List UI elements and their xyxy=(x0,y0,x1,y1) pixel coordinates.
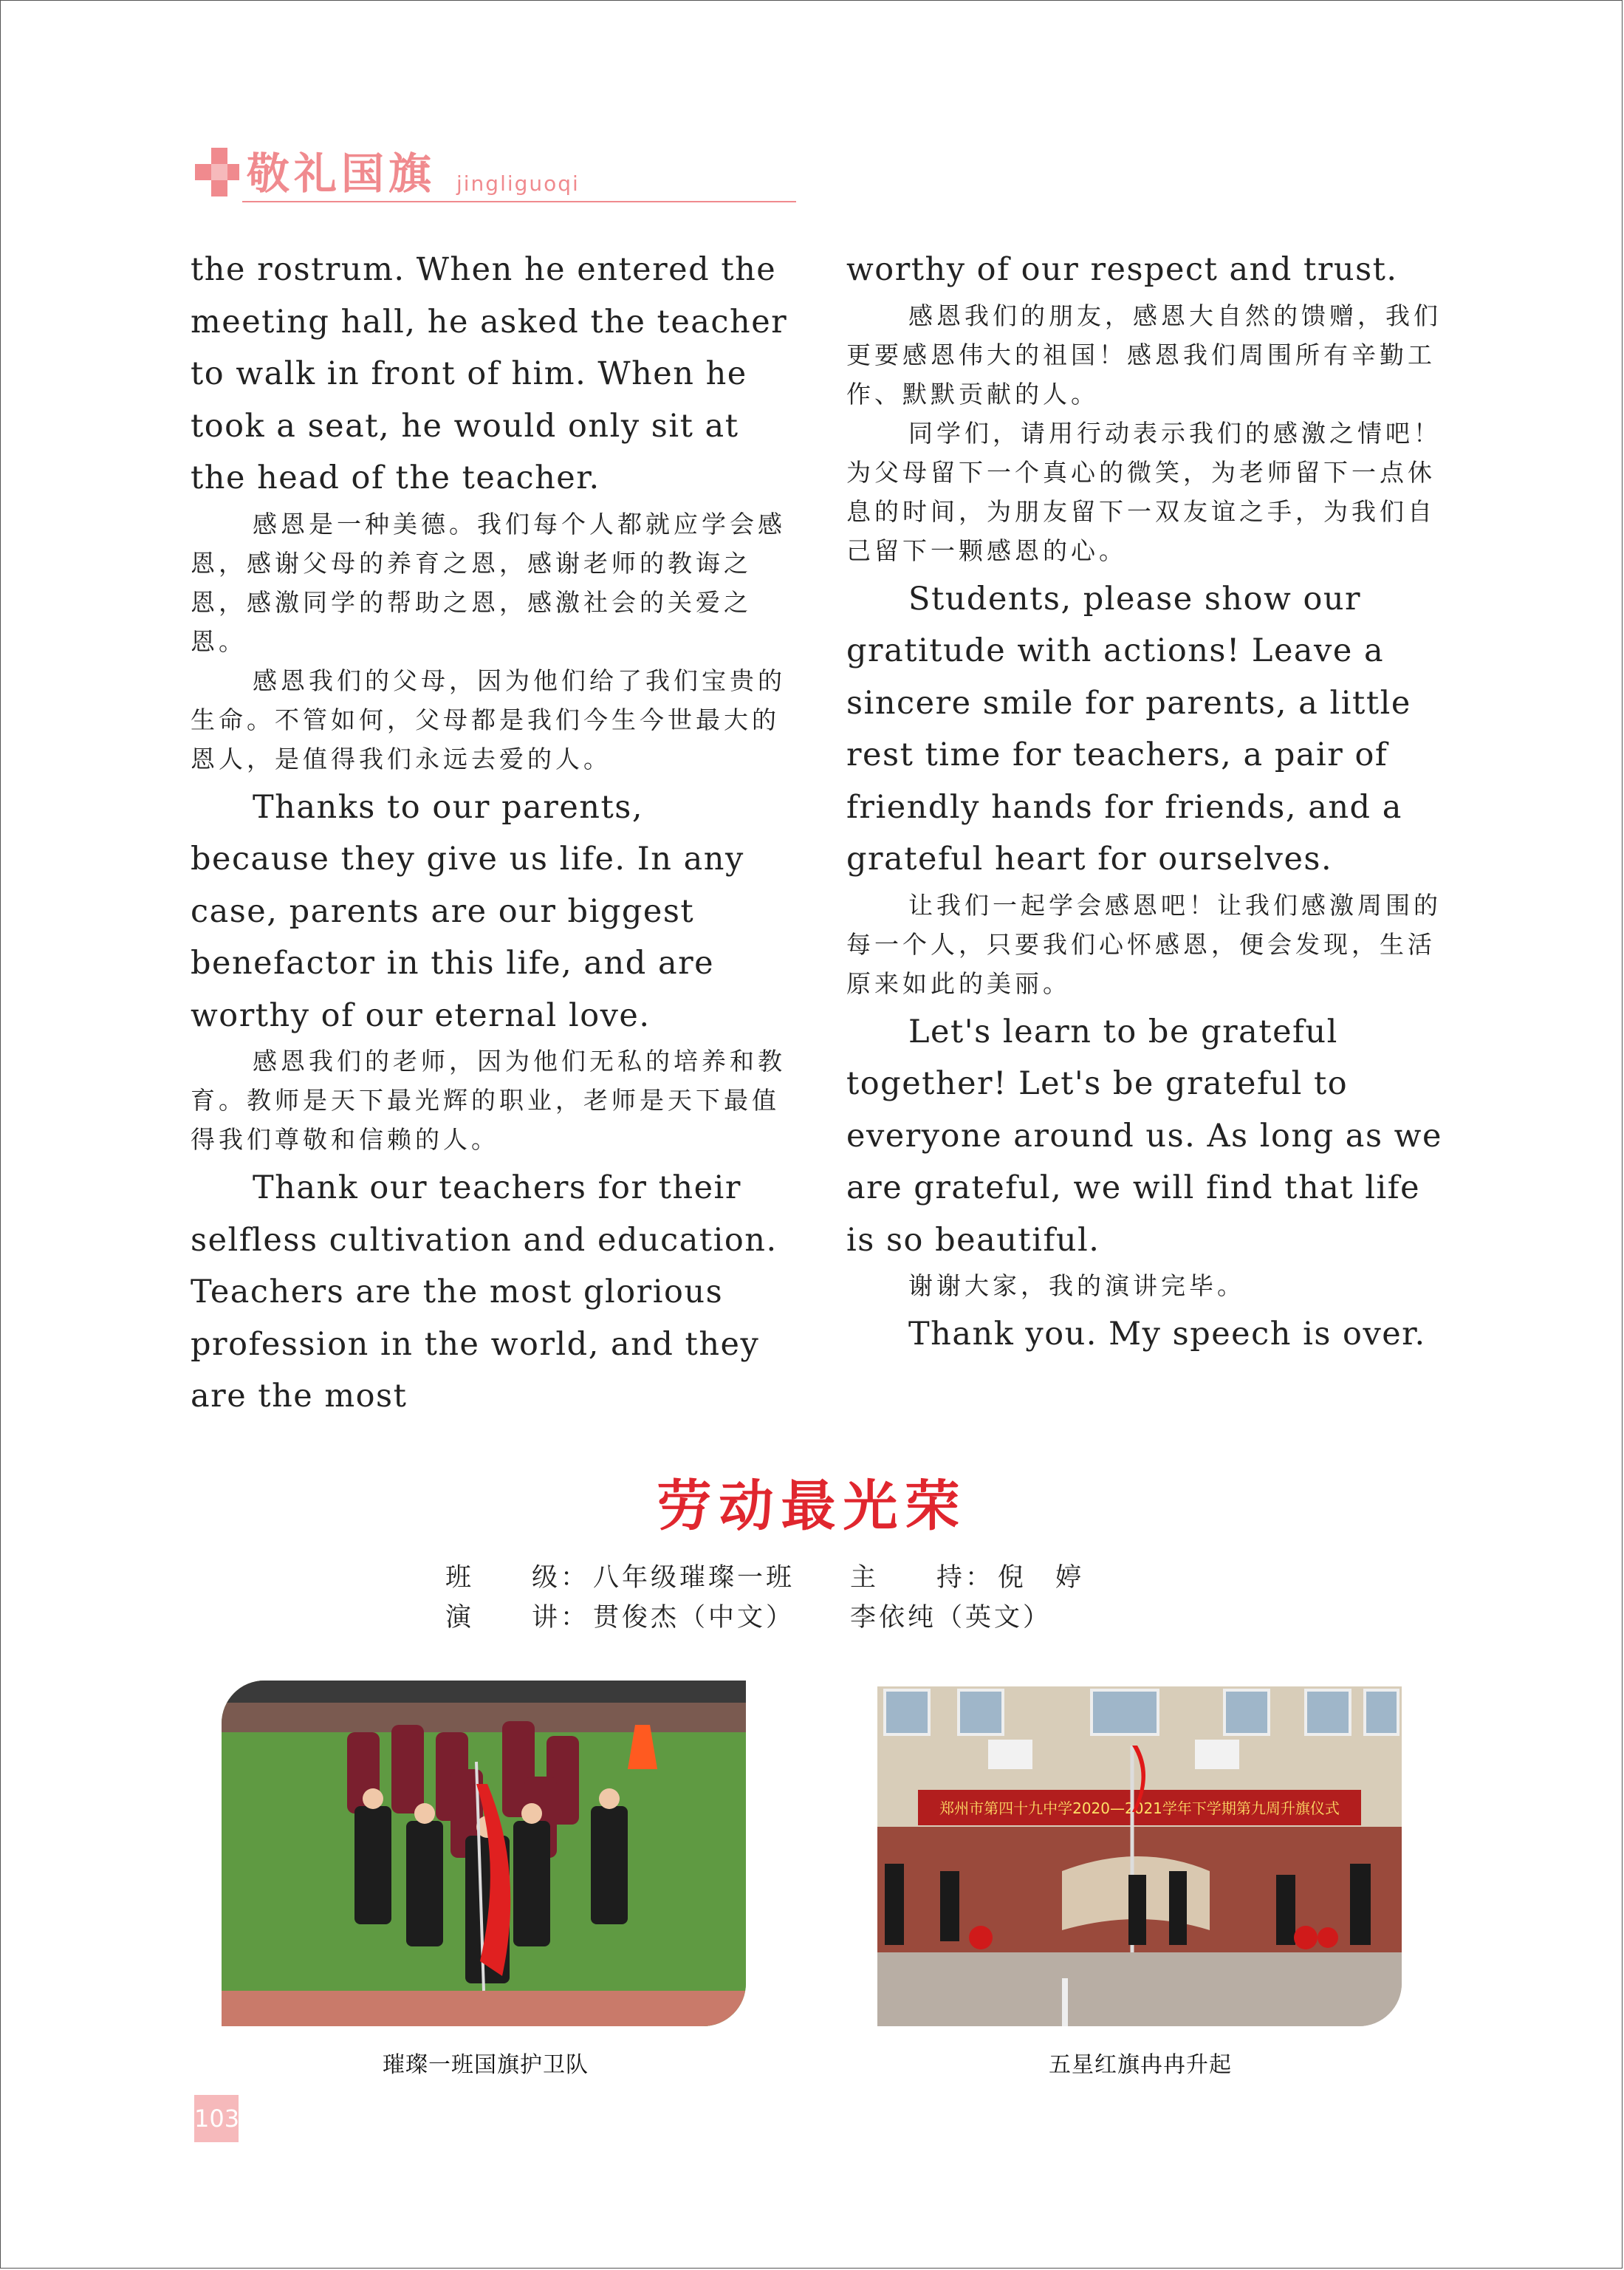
banner-text: 郑州市第四十九中学2020—2021学年下学期第九周升旗仪式 xyxy=(939,1799,1340,1817)
paragraph: Thank you. My speech is over. xyxy=(908,1316,1426,1353)
header-logo-icon xyxy=(195,148,239,199)
photo-caption-2: 五星红旗冉冉升起 xyxy=(1049,2052,1232,2078)
paragraph: 谢谢大家，我的演讲完毕。 xyxy=(908,1271,1245,1300)
speech-cn: 贯俊杰（中文） xyxy=(593,1603,795,1633)
paragraph: the rostrum. When he entered the meeting hall, he asked the teacher to walk in front of him. When he took a seat, he would only sit at the head of the teacher. xyxy=(191,251,788,496)
host-value: 倪 婷 xyxy=(998,1563,1085,1593)
paragraph: Thanks to our parents, because they give us life. In any case, parents are our biggest benefactor in this life, and are worthy of our eternal love. xyxy=(191,788,744,1034)
photo-flag-raising xyxy=(877,1686,1402,2026)
paragraph: Let's learn to be grateful together! Let's be grateful to everyone around us. As long as we are grateful, we will find that life is so beautiful. xyxy=(846,1013,1442,1259)
header-title: 敬礼国旗 xyxy=(247,148,436,199)
host-label: 主 持： xyxy=(850,1563,995,1593)
class-label: 班 级： xyxy=(445,1563,590,1593)
paragraph: 感恩是一种美德。我们每个人都就应学会感恩，感谢父母的养育之恩，感谢老师的教诲之恩，感激同学的帮助之恩，感激社会的关爱之恩。 xyxy=(191,509,786,656)
paragraph: 让我们一起学会感恩吧！让我们感激周围的每一个人，只要我们心怀感恩，便会发现，生活原来如此的美丽。 xyxy=(846,890,1442,998)
paragraph: 感恩我们的父母，因为他们给了我们宝贵的生命。不管如何，父母都是我们今生今世最大的恩人，是值得我们永远去爱的人。 xyxy=(191,666,786,773)
photo-caption-1: 璀璨一班国旗护卫队 xyxy=(383,2052,589,2078)
right-column xyxy=(846,244,1445,1361)
speech-label: 演 讲： xyxy=(445,1603,590,1633)
paragraph: Thank our teachers for their selfless cultivation and education. Teachers are the most glorious profession in the world, and they are the most xyxy=(191,1169,778,1415)
left-column xyxy=(191,244,789,1423)
paragraph: Students, please show our gratitude with actions! Leave a sincere smile for parents, a little rest time for teachers, a pair of friendly hands for friends, and a grateful heart for ourselves. xyxy=(846,580,1411,878)
class-value: 八年级璀璨一班 xyxy=(593,1563,795,1593)
paragraph: worthy of our respect and trust. xyxy=(846,251,1398,288)
paragraph: 感恩我们的老师，因为他们无私的培养和教育。教师是天下最光辉的职业，老师是天下最值得我们尊敬和信赖的人。 xyxy=(191,1047,786,1154)
page-number: 103 xyxy=(194,2095,239,2142)
photo-flag-guard xyxy=(222,1681,746,2026)
paragraph: 同学们，请用行动表示我们的感激之情吧！为父母留下一个真心的微笑，为老师留下一点休息的时间，为朋友留下一双友谊之手，为我们自己留下一颗感恩的心。 xyxy=(846,418,1442,565)
section-title: 劳动最光荣 xyxy=(657,1474,967,1538)
header-rule xyxy=(242,201,796,202)
speech-en: 李依纯（英文） xyxy=(850,1603,1052,1633)
paragraph: 感恩我们的朋友，感恩大自然的馈赠，我们更要感恩伟大的祖国！感恩我们周围所有辛勤工作、默默贡献的人。 xyxy=(846,301,1442,408)
header-pinyin: jingliguoqi xyxy=(456,171,580,196)
